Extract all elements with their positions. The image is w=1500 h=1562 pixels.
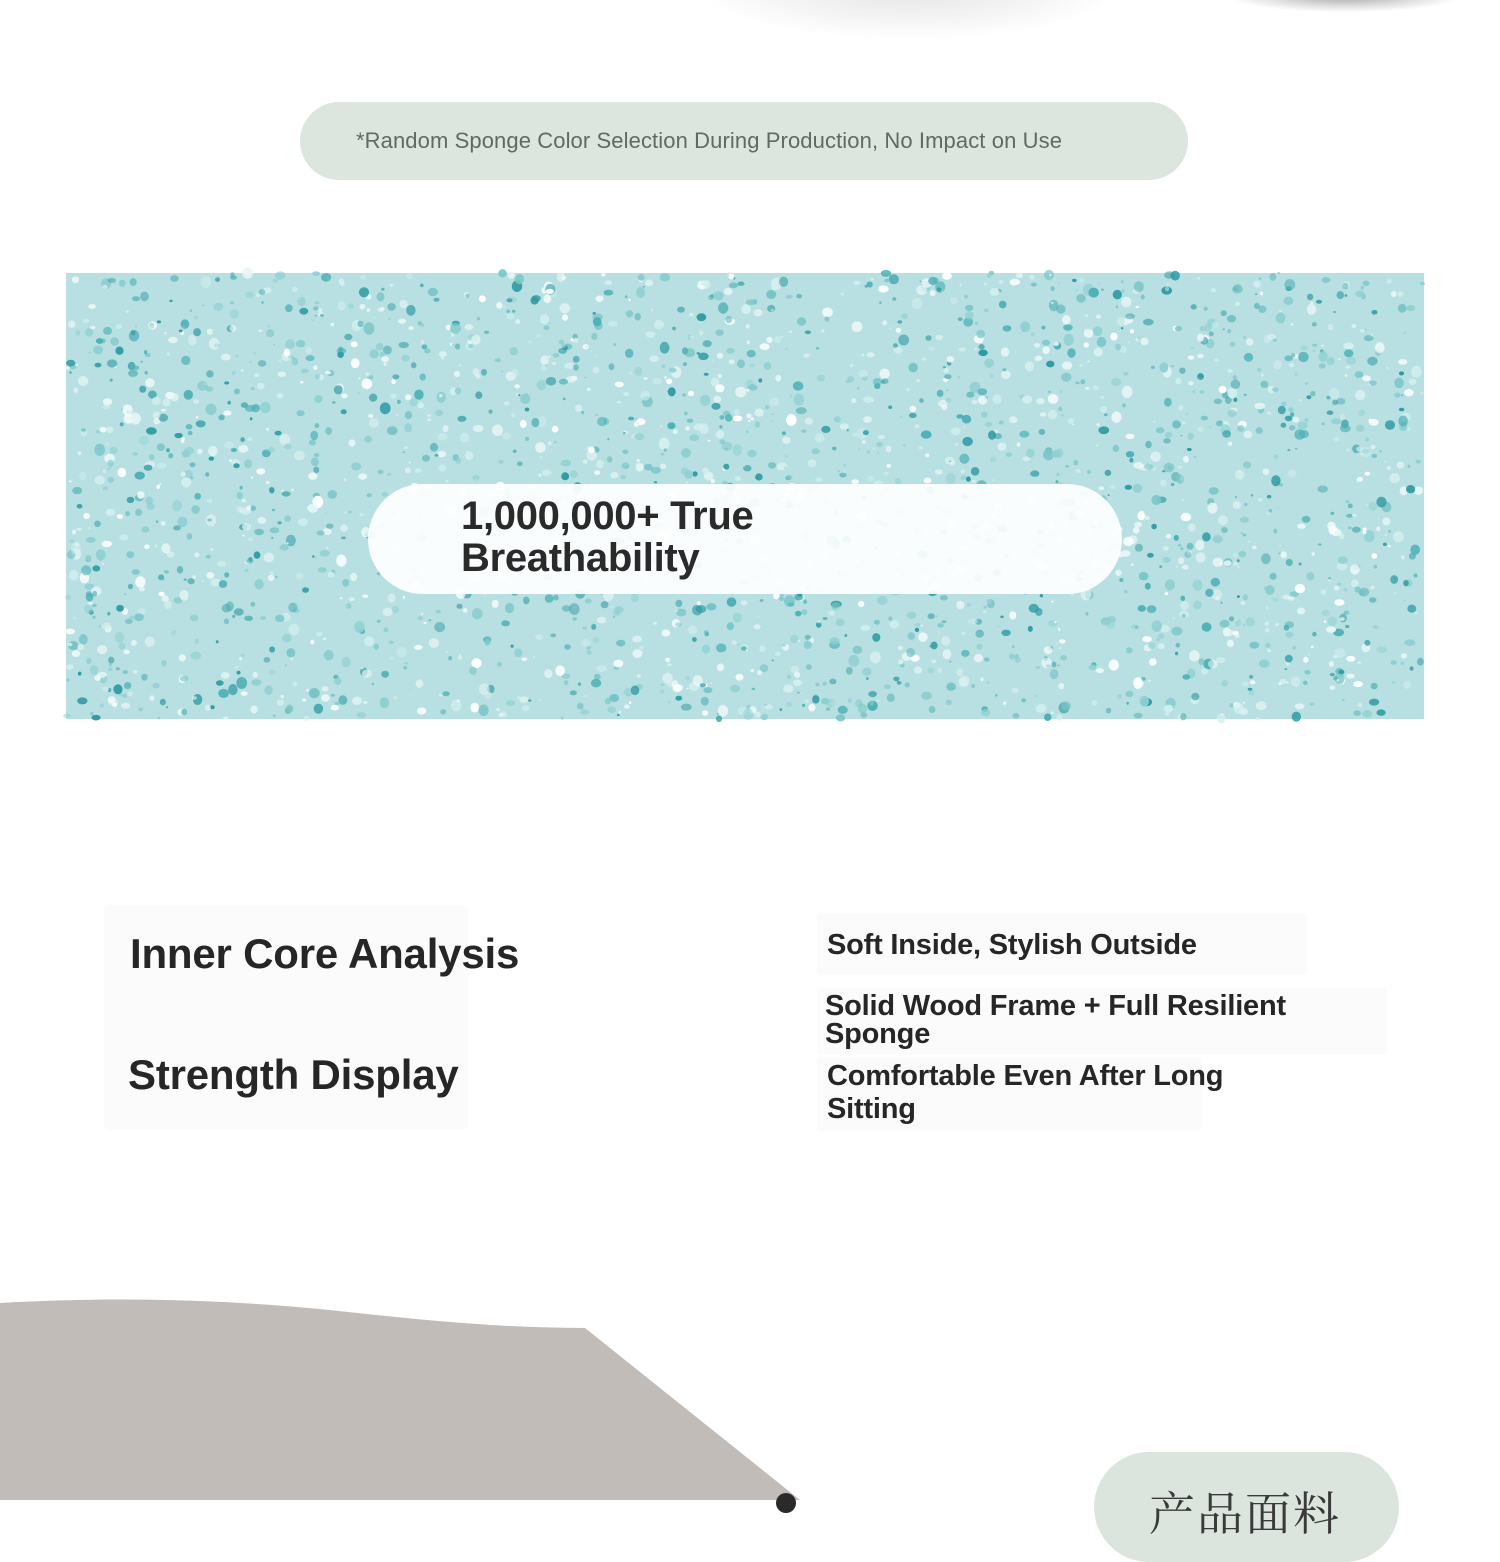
feature-comfortable: Comfortable Even After Long Sitting — [827, 1060, 1224, 1125]
dot-decoration — [776, 1493, 796, 1513]
feature-soft-inside: Soft Inside, Stylish Outside — [827, 929, 1197, 961]
breathability-title-line2: Breathability — [461, 536, 700, 580]
feature-solid-wood-frame: Solid Wood Frame + Full Resilient Sponge — [825, 990, 1286, 1050]
product-fabric-tab — [1094, 1452, 1399, 1562]
color-notice-text: *Random Sponge Color Selection During Production, No Impact on Use — [355, 128, 1063, 153]
breathability-title-line1: 1,000,000+ True — [461, 494, 754, 538]
gray-wave-shape — [0, 1299, 800, 1500]
inner-core-analysis-heading: Inner Core Analysis — [130, 930, 520, 977]
strength-display-heading: Strength Display — [128, 1051, 459, 1098]
product-fabric-label: 产品面料 — [1149, 1487, 1341, 1541]
